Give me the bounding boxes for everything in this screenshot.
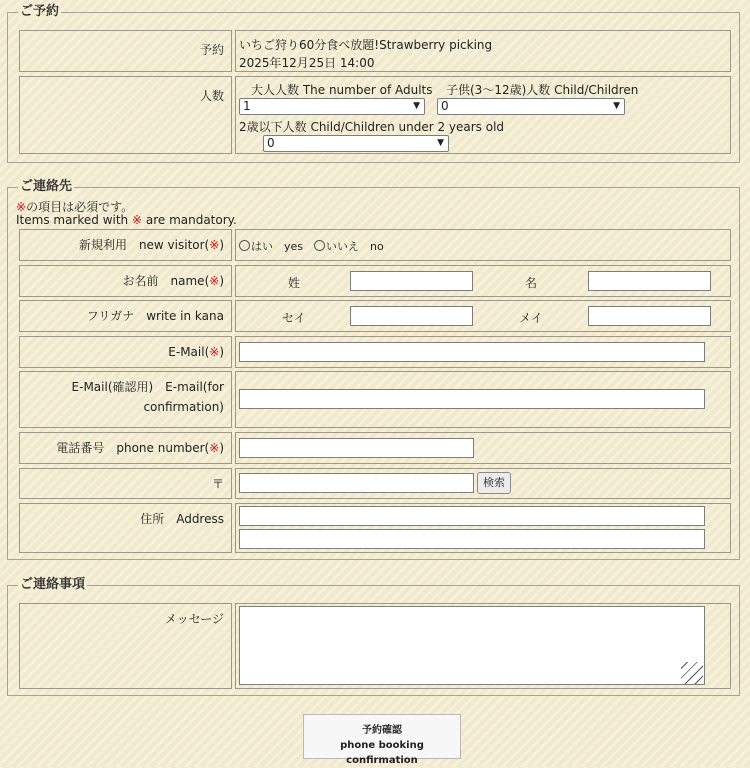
phone-label-cell: 電話番号 phone number(※): [19, 432, 232, 464]
adults-label: 大人人数 The number of Adults: [251, 83, 433, 97]
kana-last-input[interactable]: [350, 306, 473, 326]
new-visitor-value-cell: [235, 229, 731, 261]
resize-grip-icon[interactable]: [681, 662, 703, 684]
zip-label-cell: 〒: [19, 468, 232, 499]
booking-title: いちご狩り60分食べ放題!Strawberry picking: [239, 38, 493, 52]
reservation-legend: ご予約: [20, 4, 60, 19]
email-confirm-value-cell: [235, 371, 731, 428]
required-note-jp: ※の項目は必須です。: [16, 200, 134, 214]
radio-icon: [314, 240, 325, 251]
people-value-cell: [235, 76, 731, 154]
address-input-2[interactable]: [239, 529, 705, 549]
booking-confirm-button[interactable]: [303, 714, 461, 766]
kana-last-label: セイ: [282, 311, 306, 325]
adults-select[interactable]: 1 ▼: [239, 98, 425, 115]
new-visitor-label-cell: 新規利用 new visitor(※): [19, 229, 232, 261]
kana-first-input[interactable]: [588, 306, 711, 326]
notes-section: [7, 577, 740, 696]
name-label-cell: お名前 name(※): [19, 265, 232, 297]
contact-legend: ご連絡先: [20, 179, 73, 194]
new-visitor-no-radio[interactable]: いいえ no: [314, 238, 384, 254]
notes-legend: ご連絡事項: [20, 577, 86, 592]
zip-input[interactable]: [239, 473, 474, 493]
email-confirm-label-cell: E-Mail(確認用) E-mail(for confirmation): [19, 371, 232, 428]
new-visitor-yes-radio[interactable]: はい yes: [239, 238, 303, 254]
last-name-input[interactable]: [350, 271, 473, 291]
last-name-label: 姓: [288, 276, 301, 290]
address-value-cell: [235, 503, 731, 553]
booking-datetime: 2025年12月25日 14:00: [239, 56, 375, 70]
booking-confirm-label-jp: 予約確認: [362, 725, 402, 736]
booking-value-cell: [235, 30, 731, 72]
message-value-cell: [235, 603, 731, 689]
address-input-1[interactable]: [239, 506, 705, 526]
message-textarea[interactable]: [239, 606, 705, 685]
email-label-cell: E-Mail(※): [19, 336, 232, 368]
zip-value-cell: [235, 468, 731, 499]
email-input[interactable]: [239, 342, 705, 362]
required-note-en: Items marked with ※ are mandatory.: [16, 213, 237, 227]
booking-label: 予約: [199, 43, 224, 57]
kana-first-label: メイ: [519, 311, 543, 325]
reservation-section: [7, 4, 740, 163]
booking-confirm-label-en: phone booking confirmation: [340, 740, 424, 766]
children-select[interactable]: 0 ▼: [437, 98, 625, 115]
message-label-cell: メッセージ: [19, 603, 232, 689]
name-value-cell: [235, 265, 731, 297]
contact-section: [7, 179, 740, 560]
phone-input[interactable]: [239, 438, 474, 458]
first-name-input[interactable]: [588, 271, 711, 291]
toddlers-label: 2歳以下人数 Child/Children under 2 years old: [239, 120, 505, 134]
chevron-down-icon: ▼: [413, 101, 420, 111]
address-label-cell: 住所 Address: [19, 503, 232, 553]
people-label: 人数: [199, 89, 224, 103]
phone-value-cell: [235, 432, 731, 464]
chevron-down-icon: ▼: [613, 101, 620, 111]
chevron-down-icon: ▼: [437, 138, 444, 148]
toddlers-select[interactable]: 0 ▼: [263, 135, 449, 152]
booking-label-cell: [19, 30, 232, 72]
people-label-cell: [19, 76, 232, 154]
email-confirm-input[interactable]: [239, 389, 705, 409]
first-name-label: 名: [525, 276, 538, 290]
kana-label-cell: フリガナ write in kana: [19, 300, 232, 332]
kana-value-cell: [235, 300, 731, 332]
zip-search-button[interactable]: 検索: [477, 472, 511, 494]
radio-icon: [239, 240, 250, 251]
children-label: 子供(3～12歳)人数 Child/Children: [446, 83, 639, 97]
email-value-cell: [235, 336, 731, 368]
